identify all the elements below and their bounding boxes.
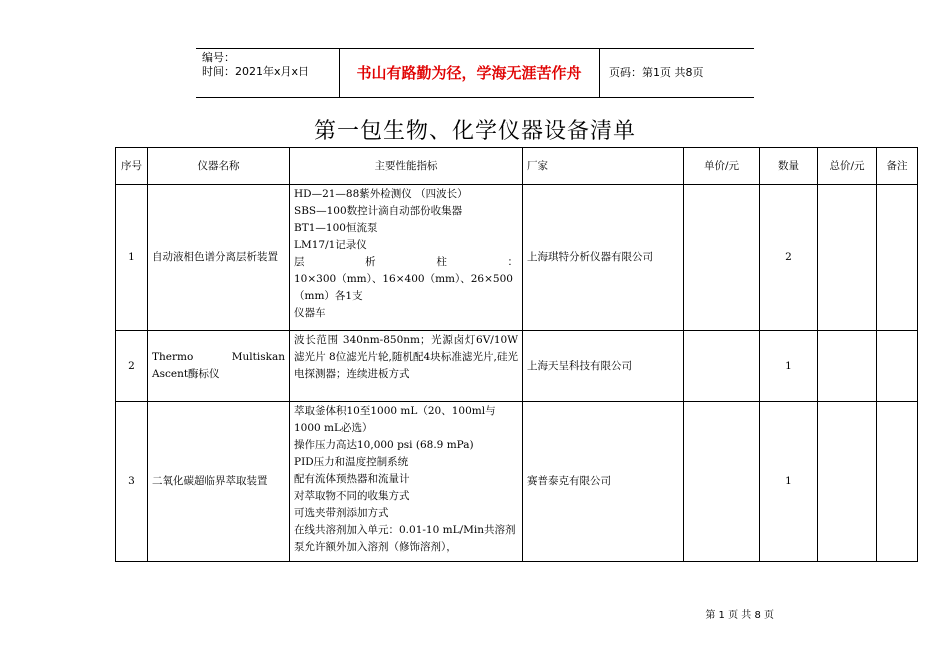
spec-line: LM17/1记录仪 (294, 239, 367, 251)
page-code: 页码：第1页 共8页 (609, 66, 704, 79)
spec-line: PID压力和温度控制系统 (294, 456, 409, 468)
date-label: 时间：2021年x月x日 (202, 65, 310, 78)
row-name: Thermo Multiskan Ascent酶标仪 (148, 331, 290, 402)
spec-line: 10×300（mm）、16×400（mm）、26×500（mm）各1支 (294, 273, 513, 302)
row-specs (290, 331, 523, 402)
row-name: 二氧化碳超临界萃取装置 (148, 402, 290, 562)
row-qty: 2 (760, 185, 818, 331)
header-info (202, 51, 309, 79)
document-title: 第一包生物、化学仪器设备清单 (313, 119, 636, 144)
row-name: 自动液相色谱分离层析装置 (148, 185, 290, 331)
spec-line: 操作压力高达10,000 psi (68.9 mPa) (294, 439, 474, 451)
row-note (877, 185, 918, 331)
col-header-specs: 主要性能指标 (290, 148, 523, 185)
row-specs (290, 185, 523, 331)
row-no: 3 (116, 402, 148, 562)
spec-line: SBS—100数控计滴自动部份收集器 (294, 205, 463, 217)
row-maker: 赛普泰克有限公司 (523, 402, 684, 562)
row-qty: 1 (760, 402, 818, 562)
row-maker: 上海天呈科技有限公司 (523, 331, 684, 402)
spec-line: 仪器车 (294, 307, 326, 319)
row-no: 2 (116, 331, 148, 402)
col-header-maker: 厂家 (523, 148, 684, 185)
col-header-note: 备注 (877, 148, 918, 185)
row-qty: 1 (760, 331, 818, 402)
col-header-total: 总价/元 (818, 148, 877, 185)
spec-line: 配有流体预热器和流量计 (294, 473, 410, 485)
row-maker: 上海琪特分析仪器有限公司 (523, 185, 684, 331)
code-label: 编号： (202, 51, 235, 64)
table-header-row (116, 148, 918, 185)
header-divider (599, 49, 600, 97)
spec-line: 波长范围 340nm-850nm；光源卤灯6V/10W 滤光片 8位滤光片轮,随机配4块标准滤光片,硅光电探测器；连续进板方式 (294, 334, 518, 380)
page-header (196, 48, 754, 98)
table-row (116, 402, 918, 562)
col-header-no: 序号 (116, 148, 148, 185)
row-total (818, 185, 877, 331)
table-row (116, 185, 918, 331)
row-unit-price (684, 185, 760, 331)
row-no: 1 (116, 185, 148, 331)
motto: 书山有路勤为径，学海无涯苦作舟 (356, 64, 582, 82)
spec-line: 在线共溶剂加入单元：0.01-10 mL/Min共溶剂泵允许额外加入溶剂（修饰溶剂）， (294, 524, 516, 553)
spec-line: 对萃取物不同的收集方式 (294, 490, 410, 502)
spec-line: HD—21—88紫外检测仪 （四波长） (294, 188, 468, 200)
equipment-table (115, 147, 918, 562)
spec-line: 萃取釜体积10至1000 mL（20、100ml与1000 mL必选） (294, 405, 496, 434)
spec-line: BT1—100恒流泵 (294, 222, 378, 234)
row-specs (290, 402, 523, 562)
row-total (818, 331, 877, 402)
table-row (116, 331, 918, 402)
col-header-qty: 数量 (760, 148, 818, 185)
spec-line: 可选夹带剂添加方式 (294, 507, 389, 519)
row-total (818, 402, 877, 562)
row-unit-price (684, 402, 760, 562)
row-note (877, 331, 918, 402)
col-header-unit-price: 单价/元 (684, 148, 760, 185)
row-note (877, 402, 918, 562)
page-footer: 第 1 页 共 8 页 (705, 610, 774, 621)
col-header-name: 仪器名称 (148, 148, 290, 185)
row-unit-price (684, 331, 760, 402)
spec-line: 层析柱： (294, 256, 518, 268)
